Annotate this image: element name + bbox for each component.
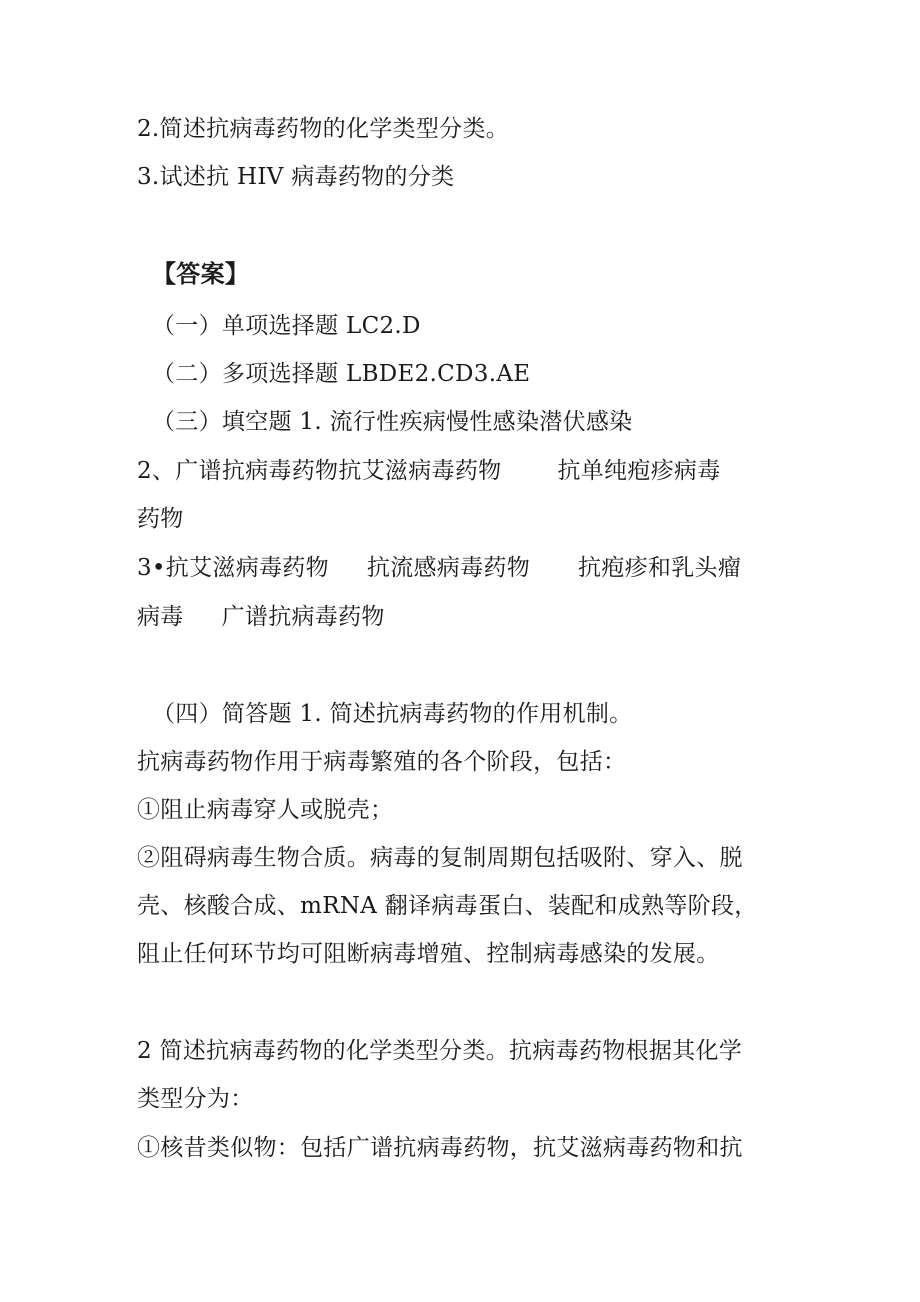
- fill-blank-3-part-a: 3•抗艾滋病毒药物: [137, 555, 329, 581]
- multi-choice-answer: （二）多项选择题 LBDE2.CD3.AE: [152, 361, 531, 387]
- fill-blank-3-part-b: 抗流感病毒药物: [366, 555, 531, 581]
- fill-blank-answer: （三）填空题 1. 流行性疾病慢性感染潜伏感染: [152, 409, 633, 435]
- mechanism-item-1: ①阻止病毒穿人或脱壳；: [137, 797, 394, 823]
- answer-heading: 【答案】: [152, 260, 250, 288]
- fill-blank-2-part-a: 2、广谱抗病毒药物抗艾滋病毒药物: [137, 458, 502, 484]
- mechanism-item-2: ②阻碍病毒生物合质。病毒的复制周期包括吸附、穿入、脱: [137, 845, 743, 871]
- mechanism-intro: 抗病毒药物作用于病毒繁殖的各个阶段，包括：: [137, 749, 627, 775]
- fill-blank-3-continuation: [137, 602, 385, 632]
- fill-blank-3-line: [137, 553, 741, 583]
- short-answer-heading: （四）简答题 1. 简述抗病毒药物的作用机制。: [152, 701, 633, 727]
- fill-blank-3-part-d: 病毒: [137, 604, 184, 630]
- question-3: 3.试述抗 HIV 病毒药物的分类: [137, 164, 455, 190]
- mechanism-item-2-cont-2: 阻止任何环节均可阻断病毒增殖、控制病毒感染的发展。: [137, 941, 720, 967]
- fill-blank-3-part-e: 广谱抗病毒药物: [221, 604, 385, 630]
- fill-blank-2-line: [137, 456, 721, 486]
- classification-item-1: ①核昔类似物：包括广谱抗病毒药物，抗艾滋病毒药物和抗: [137, 1135, 743, 1161]
- fill-blank-2-continuation: 药物: [137, 506, 184, 532]
- question-2: 2.简述抗病毒药物的化学类型分类。: [137, 116, 510, 142]
- fill-blank-2-part-b: 抗单纯疱疹病毒: [557, 458, 721, 484]
- classification-question: 2 简述抗病毒药物的化学类型分类。抗病毒药物根据其化学: [137, 1038, 743, 1064]
- single-choice-answer: （一）单项选择题 LC2.D: [152, 313, 421, 339]
- classification-question-cont: 类型分为：: [137, 1086, 254, 1112]
- mechanism-item-2-cont-1: 壳、核酸合成、mRNA 翻译病毒蛋白、装配和成熟等阶段，: [137, 893, 758, 919]
- fill-blank-3-part-c: 抗疱疹和乳头瘤: [578, 555, 742, 581]
